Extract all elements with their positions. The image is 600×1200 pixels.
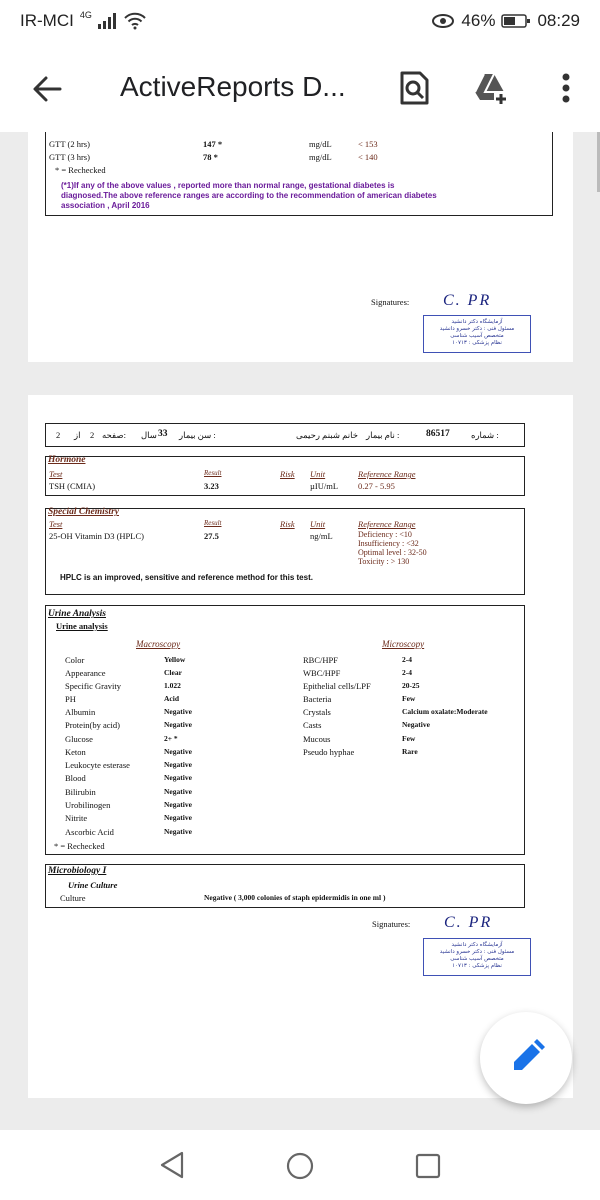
micro-value: 2-4: [402, 668, 412, 677]
eye-comfort-icon: [431, 13, 455, 29]
page-label: صفحه:: [102, 430, 126, 440]
macro-item: Appearance: [65, 668, 106, 678]
status-bar: [0, 0, 600, 44]
macro-item: Ascorbic Acid: [65, 827, 114, 837]
test-name: Culture: [60, 893, 86, 903]
hplc-note: HPLC is an improved, sensitive and reference method for this test.: [60, 573, 313, 582]
more-options-icon[interactable]: [548, 70, 584, 106]
test-name: 25-OH Vitamin D3 (HPLC): [49, 531, 144, 541]
lab-stamp: [423, 315, 531, 353]
macro-item: Color: [65, 655, 85, 665]
micro-value: Negative: [402, 720, 430, 729]
app-bar: [0, 44, 600, 132]
report-page-2: [28, 395, 573, 1098]
col-unit: Unit: [310, 469, 326, 479]
subsection-title: Urine Culture: [68, 880, 118, 890]
unit: ng/mL: [310, 531, 333, 541]
reference-range: 0.27 - 5.95: [358, 481, 395, 491]
micro-item: Pseudo hyphae: [303, 747, 355, 757]
patient-name-label: نام بیمار :: [366, 430, 400, 440]
macro-value: Clear: [164, 668, 182, 677]
result-value: 27.5: [204, 531, 219, 541]
file-number: 86517: [426, 429, 450, 439]
macro-value: 2+ *: [164, 734, 178, 743]
stamp-line: نظام پزشکی : ۱۰۷۱۳: [452, 340, 502, 346]
col-risk: Risk: [280, 519, 295, 529]
result-value: 147 *: [203, 139, 223, 149]
micro-item: Casts: [303, 720, 322, 730]
back-arrow-icon[interactable]: [30, 72, 64, 106]
page-number: 2: [90, 430, 95, 440]
macro-value: Negative: [164, 707, 192, 716]
patient-age: 33: [158, 429, 168, 439]
micro-item: Bacteria: [303, 694, 332, 704]
macro-value: Negative: [164, 827, 192, 836]
micro-value: 20-25: [402, 681, 420, 690]
col-reference-range: Reference Range: [358, 519, 416, 529]
diabetes-note-line3: association , April 2016: [61, 201, 150, 210]
reference-range: < 153: [358, 139, 378, 149]
micro-value: Rare: [402, 747, 418, 756]
rechecked-note: * = Rechecked: [55, 165, 106, 175]
signature: C. PR: [443, 292, 492, 309]
reference-range: < 140: [358, 152, 378, 162]
section-title: Urine Analysis: [48, 609, 106, 619]
test-name: GTT (3 hrs): [49, 152, 90, 162]
micro-value: Calcium oxalate:Moderate: [402, 707, 488, 716]
macro-value: Acid: [164, 694, 179, 703]
document-title: ActiveReports D...: [120, 71, 346, 102]
unit: mg/dL: [309, 139, 332, 149]
macro-item: Bilirubin: [65, 787, 96, 797]
macro-value: Negative: [164, 760, 192, 769]
network-type: 4G: [79, 10, 92, 20]
macro-item: PH: [65, 694, 76, 704]
reference-range-line: Insufficiency : <32: [358, 539, 419, 548]
special-chemistry-section: [45, 508, 525, 595]
macro-value: Yellow: [164, 655, 186, 664]
section-title: Special Chemistry: [48, 507, 119, 517]
col-risk: Risk: [280, 469, 295, 479]
hormone-section: [45, 456, 525, 496]
macro-value: Negative: [164, 800, 192, 809]
macro-item: Keton: [65, 747, 86, 757]
clock: 08:29: [537, 11, 580, 30]
macro-value: Negative: [164, 720, 192, 729]
rechecked-note: * = Rechecked: [54, 841, 105, 851]
stamp-line: آزمایشگاه دکتر دانشید: [451, 319, 503, 325]
micro-item: Epithelial cells/LPF: [303, 681, 371, 691]
micro-item: WBC/HPF: [303, 668, 341, 678]
file-number-label: شماره :: [471, 430, 499, 440]
macro-value: Negative: [164, 747, 192, 756]
micro-item: Mucous: [303, 734, 331, 744]
macro-value: Negative: [164, 813, 192, 822]
age-label: سن بیمار :: [179, 430, 216, 440]
section-title: Hormone: [48, 455, 86, 465]
result-value: 78 *: [203, 152, 218, 162]
reference-range-line: Toxicity : > 130: [358, 557, 410, 566]
macro-item: Albumin: [65, 707, 96, 717]
search-in-document-icon[interactable]: [396, 70, 432, 106]
macro-value: 1.022: [164, 681, 181, 690]
micro-value: Few: [402, 734, 416, 743]
lab-stamp: [423, 938, 531, 976]
microscopy-title: Microscopy: [382, 639, 425, 649]
signatures-label: Signatures:: [372, 919, 411, 929]
nav-home-icon[interactable]: [285, 1151, 315, 1181]
reference-range-line: Optimal level : 32-50: [358, 548, 427, 557]
stamp-line: متخصص آسیب شناسی: [450, 956, 504, 962]
macro-item: Nitrite: [65, 813, 88, 823]
stamp-line: آزمایشگاه دکتر دانشید: [451, 942, 503, 948]
col-result: Result: [204, 519, 222, 527]
nav-back-icon[interactable]: [158, 1150, 186, 1180]
carrier-label: IR-MCI: [20, 11, 74, 30]
age-unit: سال: [141, 430, 157, 440]
macro-item: Leukocyte esterase: [65, 760, 130, 770]
stamp-line: مسئول فنی : دکتر خسرو دانشید: [439, 949, 515, 955]
macro-item: Protein(by acid): [65, 720, 120, 730]
microbiology-section: [45, 864, 525, 908]
micro-item: Crystals: [303, 707, 331, 717]
wifi-icon: [124, 12, 146, 30]
signal-icon: [98, 13, 118, 29]
test-name: TSH (CMIA): [49, 481, 96, 491]
edit-fab-button[interactable]: [480, 1012, 572, 1104]
add-to-drive-icon[interactable]: [472, 70, 508, 106]
report-page-1: [28, 132, 573, 362]
page-total: 2: [56, 430, 61, 440]
unit: mg/dL: [309, 152, 332, 162]
stamp-line: نظام پزشکی : ۱۰۷۱۳: [452, 963, 502, 969]
col-test: Test: [49, 469, 63, 479]
stamp-line: متخصص آسیب شناسی: [450, 333, 504, 339]
stamp-line: مسئول فنی : دکتر خسرو دانشید: [439, 326, 515, 332]
signatures-label: Signatures:: [371, 297, 410, 307]
macro-item: Specific Gravity: [65, 681, 121, 691]
macroscopy-title: Macroscopy: [136, 639, 181, 649]
culture-result: Negative ( 3,000 colonies of staph epidermidis in one ml ): [204, 893, 386, 902]
battery-icon: [501, 13, 531, 29]
pencil-icon: [480, 1012, 572, 1104]
macro-item: Blood: [65, 773, 86, 783]
section-title: Microbiology I: [48, 866, 107, 876]
patient-name: خانم شبنم رحیمی: [296, 430, 358, 440]
macro-item: Glucose: [65, 734, 93, 744]
page-of-label: از: [74, 430, 81, 440]
urine-analysis-section: [45, 605, 525, 855]
col-result: Result: [204, 469, 222, 477]
col-unit: Unit: [310, 519, 326, 529]
macro-value: Negative: [164, 773, 192, 782]
result-value: 3.23: [204, 481, 219, 491]
subsection-title: Urine analysis: [56, 621, 108, 631]
patient-header: [45, 423, 525, 447]
macro-item: Urobilinogen: [65, 800, 111, 810]
col-reference-range: Reference Range: [358, 469, 416, 479]
micro-value: 2-4: [402, 655, 412, 664]
diabetes-note-line2: diagnosed.The above reference ranges are according to the recommendation of american diabetes: [61, 191, 437, 200]
unit: µIU/mL: [310, 481, 339, 491]
battery-percent: 46%: [461, 11, 496, 30]
diabetes-note-line1: (*1)If any of the above values , reported more than normal range, gestational diabetes is: [61, 181, 395, 190]
nav-recents-icon[interactable]: [414, 1152, 442, 1180]
macro-value: Negative: [164, 787, 192, 796]
col-test: Test: [49, 519, 63, 529]
test-name: GTT (2 hrs): [49, 139, 90, 149]
signature: C. PR: [444, 914, 493, 931]
micro-item: RBC/HPF: [303, 655, 338, 665]
system-nav-bar: [0, 1130, 600, 1200]
micro-value: Few: [402, 694, 416, 703]
reference-range-line: Deficiency : <10: [358, 530, 412, 539]
document-viewer[interactable]: [0, 132, 600, 1132]
